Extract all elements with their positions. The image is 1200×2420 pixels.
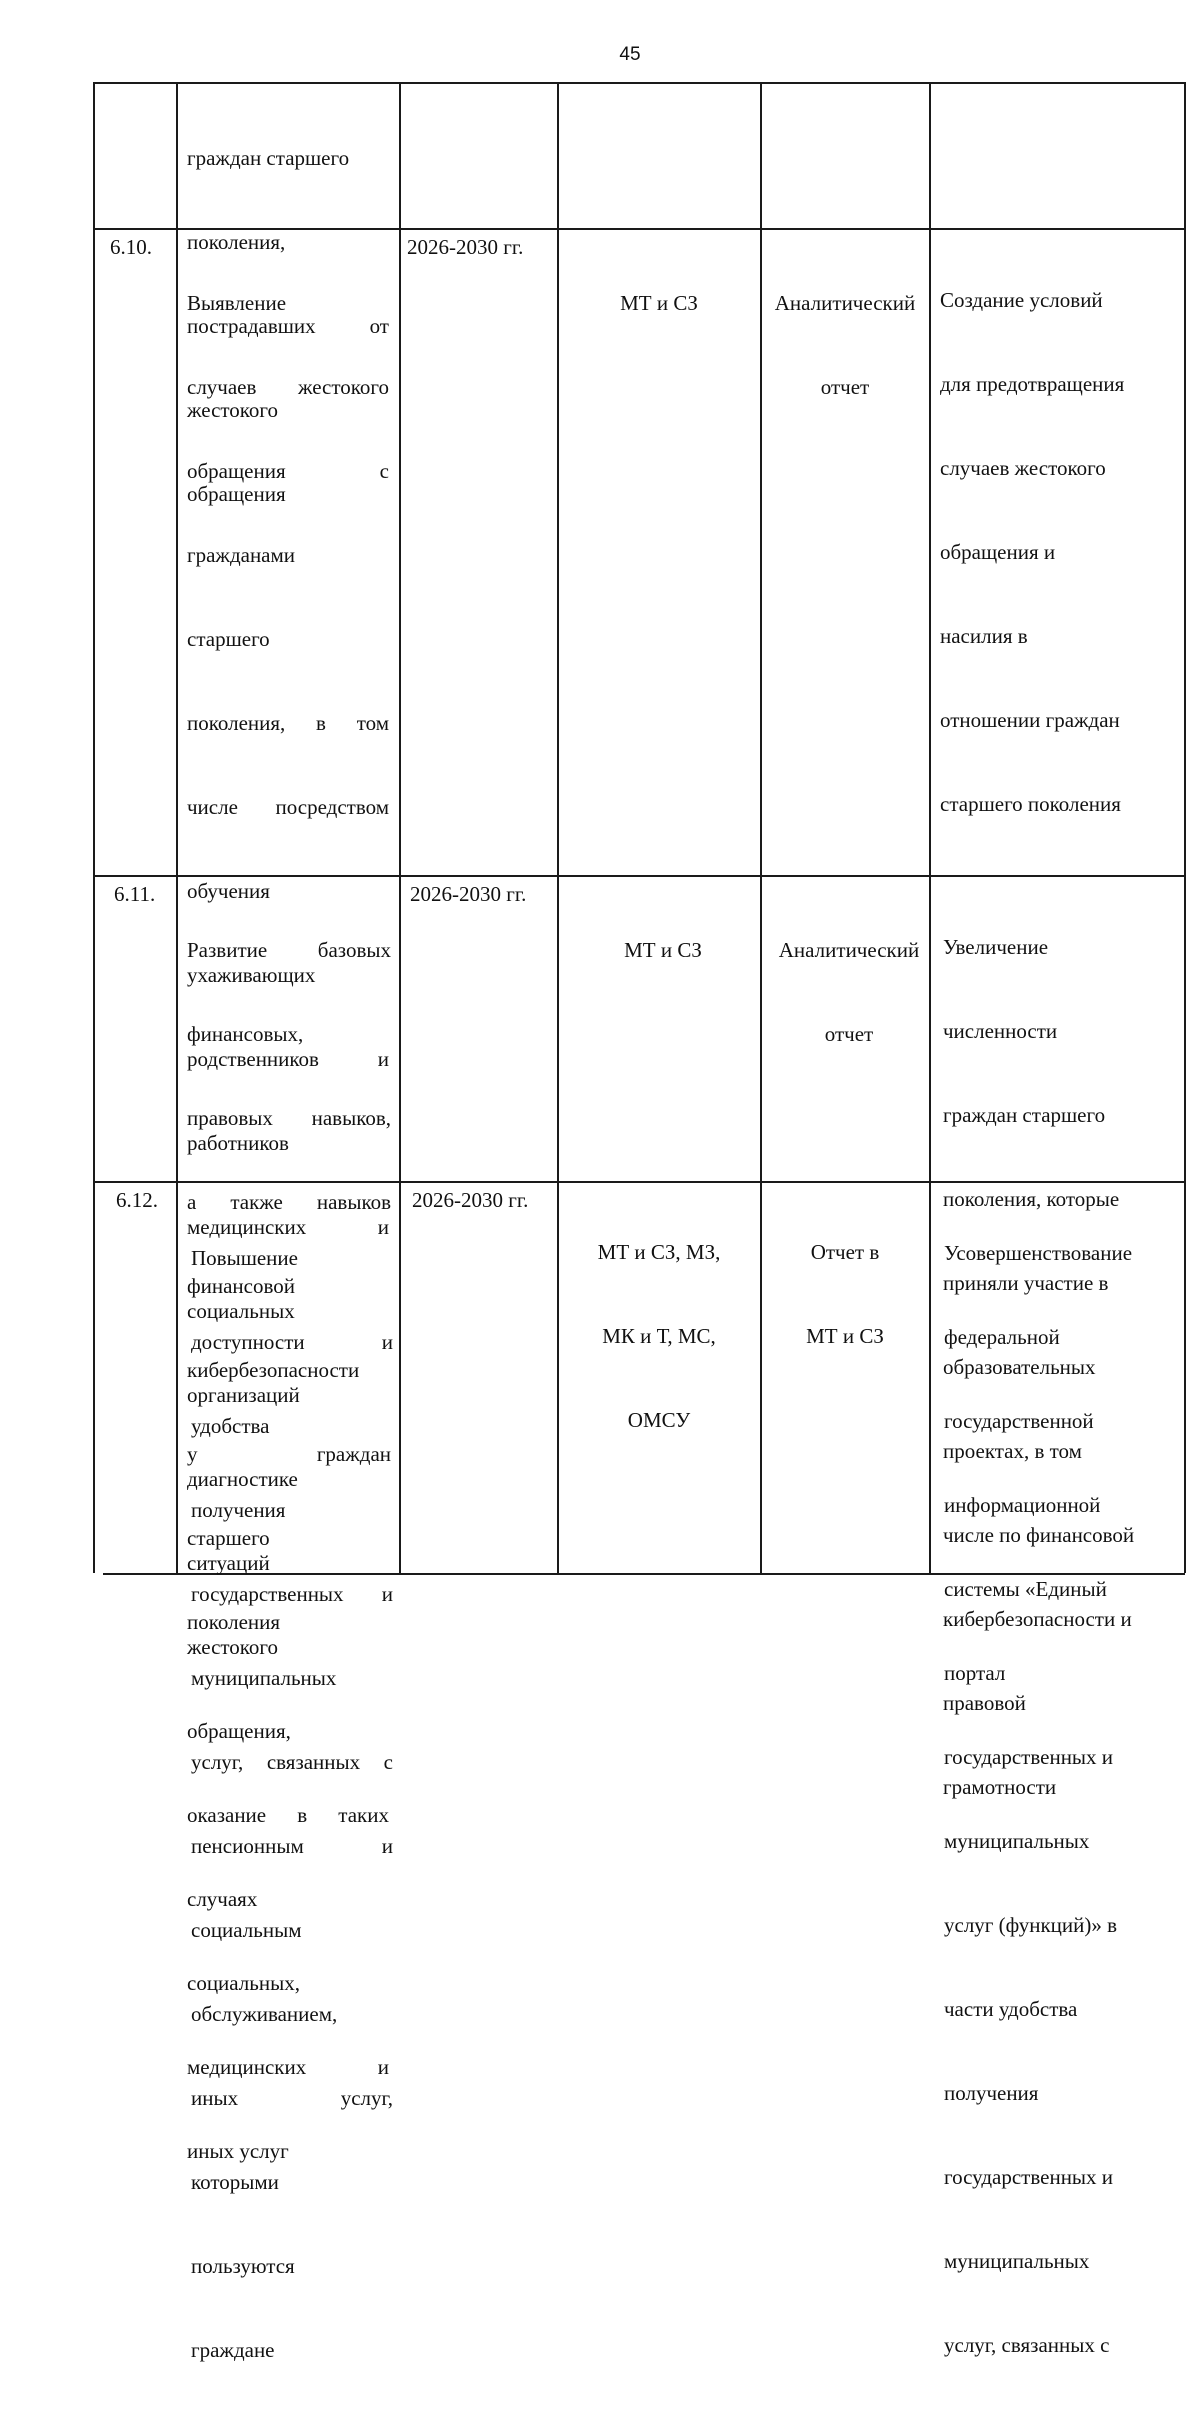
executor-cell (558, 233, 760, 373)
result-line: государственной (944, 1409, 1094, 1433)
result-line: насилия в (940, 624, 1028, 648)
result-line: старшего поколения (940, 792, 1121, 816)
event-line: старшего (187, 627, 270, 651)
event-line: родственников и (187, 1047, 389, 1071)
executor-cell (562, 880, 764, 1020)
row-number: 6.12. (116, 1188, 158, 1212)
executor-line: МТ и СЗ, МЗ, (597, 1240, 721, 1264)
event-line: у граждан (187, 1442, 391, 1466)
event-line: гражданами (187, 543, 296, 567)
event-line: финансовой (187, 1274, 295, 1298)
result-line: государственных и (944, 1745, 1114, 1769)
event-line: обслуживанием, (191, 2002, 338, 2026)
event-line: иных услуг, (191, 2086, 393, 2110)
result-line: государственных и (944, 2165, 1114, 2189)
table-border-right (1184, 82, 1186, 1573)
result-line: поколения, которые (943, 1187, 1120, 1211)
report-form-cell (761, 233, 929, 457)
result-line: Создание условий (940, 288, 1103, 312)
report-form-line: Аналитический (774, 291, 916, 315)
event-line: а также навыков (187, 1190, 391, 1214)
event-line: организаций (187, 1383, 300, 1407)
result-line: портал (944, 1661, 1006, 1685)
result-line: правовой (943, 1691, 1026, 1715)
page-number: 45 (619, 44, 641, 65)
event-line: поколения, (187, 230, 286, 254)
event-line: Повышение (191, 1246, 298, 1270)
event-line: услуг, связанных с (191, 1750, 393, 1774)
event-line: обучения (187, 879, 270, 903)
result-line: системы «Единый (944, 1577, 1107, 1601)
result-line: обращения и (940, 540, 1056, 564)
executor-line: МК и Т, МС, (602, 1324, 716, 1348)
result-line: муниципальных (944, 2249, 1090, 2273)
event-line: Развитие базовых (187, 938, 391, 962)
executor-line: ОМСУ (627, 1408, 691, 1432)
event-line: обращения с (187, 459, 389, 483)
executor-line: МТ и СЗ (624, 938, 702, 962)
column-divider (399, 82, 401, 1573)
event-line: государственных и (191, 1582, 393, 1606)
report-form-line: Аналитический (778, 938, 920, 962)
report-form-line: МТ и СЗ (806, 1324, 884, 1348)
event-line: граждан старшего (187, 146, 350, 170)
report-form-line: отчет (820, 375, 870, 399)
event-line: удобства (191, 1414, 270, 1438)
event-line: поколения (187, 1610, 281, 1634)
event-line: пенсионным и (191, 1834, 393, 1858)
result-cell (940, 230, 1180, 874)
event-line: случаев жестокого (187, 375, 389, 399)
event-line: обращения (187, 482, 286, 506)
event-cell (191, 1188, 393, 2420)
event-line: пользуются (191, 2254, 295, 2278)
event-line: доступности и (191, 1330, 393, 1354)
event-line: обращения, (187, 1719, 291, 1743)
event-line: диагностике (187, 1467, 298, 1491)
column-divider (929, 82, 931, 1573)
result-line: для предотвращения (940, 372, 1125, 396)
result-line: проектах, в том (943, 1439, 1082, 1463)
result-line: образовательных (943, 1355, 1096, 1379)
event-line: иных услуг (187, 2139, 289, 2163)
event-line: жестокого (187, 398, 279, 422)
result-cell (944, 1183, 1184, 2415)
row-number: 6.10. (110, 235, 152, 259)
result-line: муниципальных (944, 1829, 1090, 1853)
event-line: получения (191, 1498, 286, 1522)
event-line: медицинских и (187, 2055, 389, 2079)
event-line: старшего (187, 1526, 270, 1550)
event-line: оказание в таких (187, 1803, 389, 1827)
event-line: работников (187, 1131, 289, 1155)
event-line: которыми (191, 2170, 279, 2194)
event-line: медицинских и (187, 1215, 389, 1239)
event-line: граждане (191, 2338, 275, 2362)
result-line: Усовершенствование (944, 1241, 1133, 1265)
event-line: ухаживающих (187, 963, 316, 987)
result-line: приняли участие в (943, 1271, 1109, 1295)
result-line: граждан старшего (943, 1103, 1106, 1127)
result-line: услуг (функций)» в (944, 1913, 1118, 1937)
result-line: информационной (944, 1493, 1101, 1517)
report-form-line: отчет (824, 1022, 874, 1046)
event-line: ситуаций (187, 1551, 270, 1575)
event-line: случаях (187, 1887, 258, 1911)
executor-line: МТ и СЗ (620, 291, 698, 315)
result-line: части удобства (944, 1997, 1078, 2021)
result-line: грамотности (943, 1775, 1057, 1799)
event-line: социальных (187, 1299, 295, 1323)
event-line: социальным (191, 1918, 302, 1942)
column-divider (176, 82, 178, 1573)
event-line: Выявление (187, 291, 287, 315)
event-line: числе посредством (187, 795, 389, 819)
result-line: случаев жестокого (940, 456, 1106, 480)
result-line: численности (943, 1019, 1058, 1043)
result-line: услуг, связанных с (944, 2333, 1110, 2357)
event-line: поколения, в том (187, 711, 389, 735)
result-line: федеральной (944, 1325, 1060, 1349)
period-cell: 2026-2030 гг. (410, 882, 527, 906)
result-line: отношении граждан (940, 708, 1120, 732)
period-cell: 2026-2030 гг. (412, 1188, 529, 1212)
column-divider (93, 82, 95, 1573)
result-line: получения (944, 2081, 1039, 2105)
event-line: социальных, (187, 1971, 300, 1995)
event-line: кибербезопасности (187, 1358, 360, 1382)
report-form-cell (761, 1182, 929, 1406)
row-number: 6.11. (114, 882, 156, 906)
executor-cell (558, 1182, 760, 1490)
report-form-line: Отчет в (810, 1240, 880, 1264)
event-line: пострадавших от (187, 314, 389, 338)
event-line: муниципальных (191, 1666, 337, 1690)
result-line: Увеличение (943, 935, 1049, 959)
report-form-cell (765, 880, 933, 1104)
period-cell: 2026-2030 гг. (407, 235, 524, 259)
event-line: жестокого (187, 1635, 279, 1659)
result-line: числе по финансовой (943, 1523, 1135, 1547)
event-line: правовых навыков, (187, 1106, 391, 1130)
result-line: кибербезопасности и (943, 1607, 1132, 1631)
table-border-top (93, 82, 1186, 84)
event-line: финансовых, (187, 1022, 304, 1046)
